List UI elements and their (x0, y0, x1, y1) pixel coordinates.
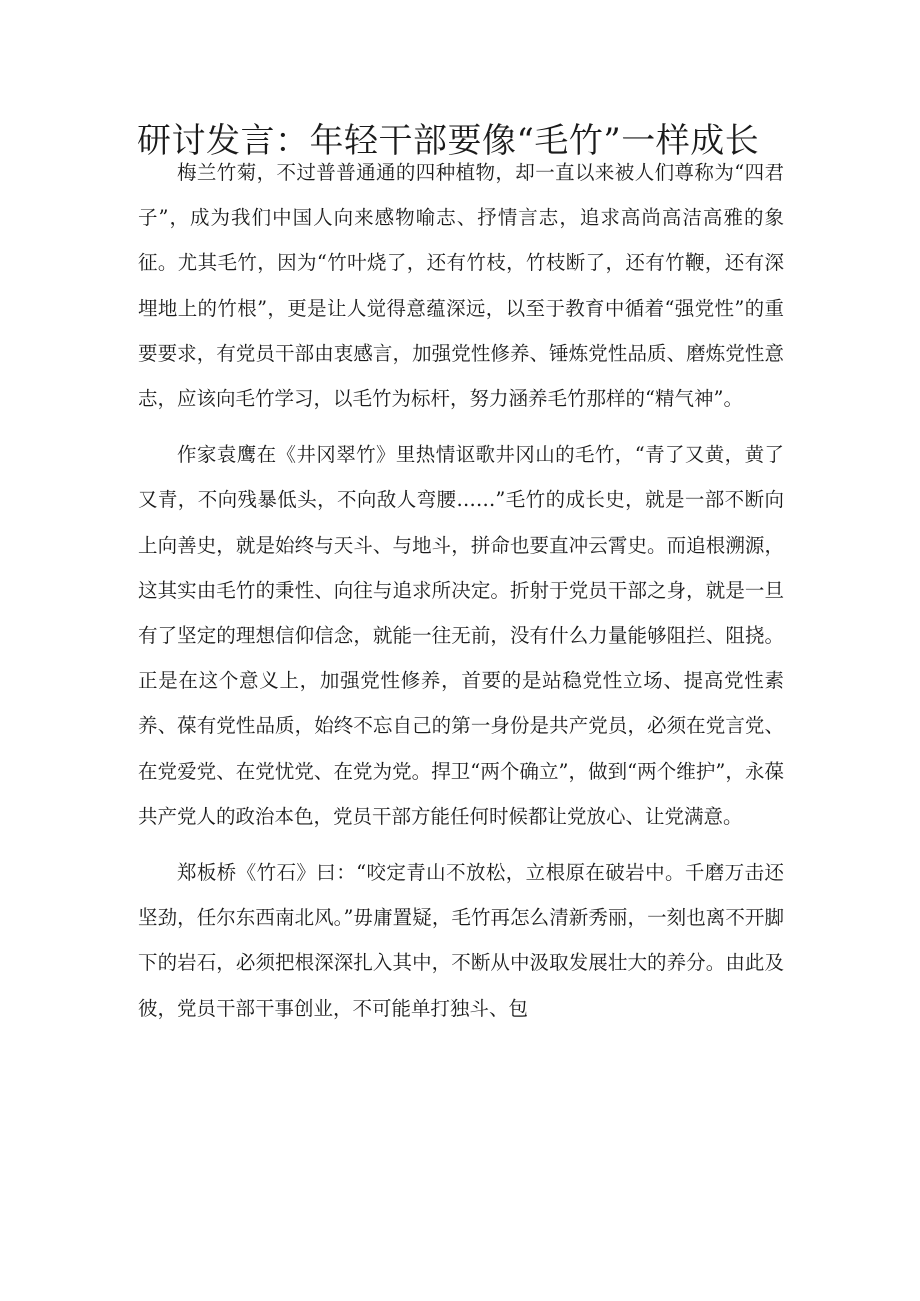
document-body (138, 150, 784, 1042)
paragraph-2: 作家袁鹰在《井冈翠竹》里热情讴歌井冈山的毛竹，“青了又黄，黄了又青，不向残暴低头，不向敌人弯腰……”毛竹的成长史，就是一部不断向上向善史，就是始终与天斗、与地斗，拼命也要直冲云霄史。而追根溯源，这其实由毛竹的秉性、向往与追求所决定。折射于党员干部之身，就是一旦有了坚定的理想信仰信念，就能一往无前，没有什么力量能够阻拦、阻挠。正是在这个意义上，加强党性修养，首要的是站稳党性立场、提高党性素养、葆有党性品质，始终不忘自己的第一身份是共产党员，必须在党言党、在党爱党、在党忧党、在党为党。捍卫“两个确立”，做到“两个维护”，永葆共产党人的政治本色，党员干部方能任何时候都让党放心、让党满意。 (138, 443, 784, 828)
paragraph-3: 郑板桥《竹石》曰：“咬定青山不放松，立根原在破岩中。千磨万击还坚劲，任尔东西南北风。”毋庸置疑，毛竹再怎么清新秀丽，一刻也离不开脚下的岩石，必须把根深深扎入其中，不断从中汲取发展壮大的养分。由此及彼，党员干部干事创业，不可能单打独斗、包 (138, 861, 784, 1020)
document-title: 研讨发言：年轻干部要像“毛竹”一样成长 (137, 121, 760, 161)
paragraph-1: 梅兰竹菊，不过普普通通的四种植物，却一直以来被人们尊称为“四君子”，成为我们中国人向来感物喻志、抒情言志，追求高尚高洁高雅的象征。尤其毛竹，因为“竹叶烧了，还有竹枝，竹枝断了，还有竹鞭，还有深埋地上的竹根”，更是让人觉得意蕴深远，以至于教育中循着“强党性”的重要要求，有党员干部由衷感言，加强党性修养、锤炼党性品质、磨炼党性意志，应该向毛竹学习，以毛竹为标杆，努力涵养毛竹那样的“精气神”。 (138, 161, 784, 411)
